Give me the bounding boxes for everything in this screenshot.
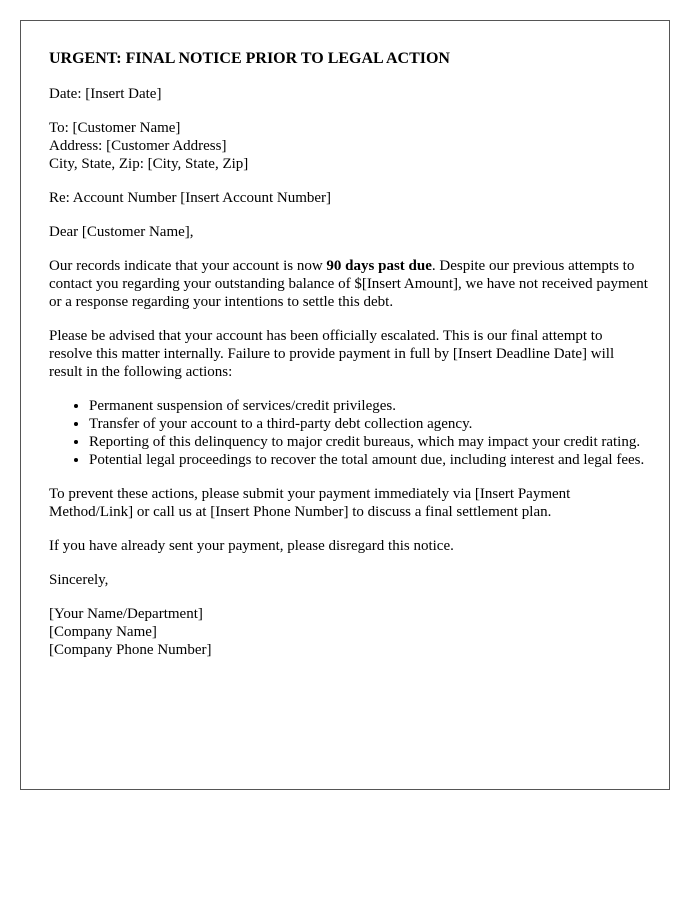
list-item: • Reporting of this delinquency to major credit bureaus, which may impact your credit rating. — [89, 433, 649, 451]
salutation: Dear [Customer Name], — [49, 224, 194, 240]
list-item: • Potential legal proceedings to recover the total amount due, including interest and legal fees. — [89, 451, 649, 469]
signature-block — [49, 605, 649, 659]
letter-page — [20, 20, 670, 790]
recipient-address: Address: [Customer Address] — [49, 138, 227, 154]
list-item: • Permanent suspension of services/credit privileges. — [89, 397, 649, 415]
paragraph-past-due-end: . Despite our previous attempts to contact you regarding your outstanding balance of $[Insert Amount], we have not received payment or a response regarding your intentions to settle this debt. — [49, 258, 648, 310]
closing: Sincerely, — [49, 572, 109, 588]
recipient-name: To: [Customer Name] — [49, 120, 181, 136]
paragraph-payment-instructions: To prevent these actions, please submit your payment immediately via [Insert Payment Method/Link] or call us at [Insert Phone Number] to discuss a final settlement plan. — [49, 486, 571, 520]
paragraph-disregard: If you have already sent your payment, please disregard this notice. — [49, 538, 454, 554]
paragraph-past-due — [49, 257, 649, 311]
letter-title: URGENT: FINAL NOTICE PRIOR TO LEGAL ACTION — [49, 50, 450, 67]
reference-line: Re: Account Number [Insert Account Number] — [49, 190, 332, 206]
paragraph-escalation: Please be advised that your account has been officially escalated. This is our final attempt to resolve this matter internally. Failure to provide payment in full by [Insert Deadline Date] will result in the following actions: — [49, 328, 615, 380]
signature-company: [Company Name] — [49, 624, 157, 640]
signature-name: [Your Name/Department] — [49, 606, 203, 622]
past-due-emphasis: 90 days past due — [326, 258, 432, 274]
date-line: Date: [Insert Date] — [49, 86, 162, 102]
actions-list — [49, 397, 649, 469]
paragraph-past-due-start: Our records indicate that your account is now — [49, 258, 327, 274]
list-item: • Transfer of your account to a third-party debt collection agency. — [89, 415, 649, 433]
recipient-block — [49, 119, 649, 173]
recipient-city: City, State, Zip: [City, State, Zip] — [49, 156, 249, 172]
signature-phone: [Company Phone Number] — [49, 642, 212, 658]
